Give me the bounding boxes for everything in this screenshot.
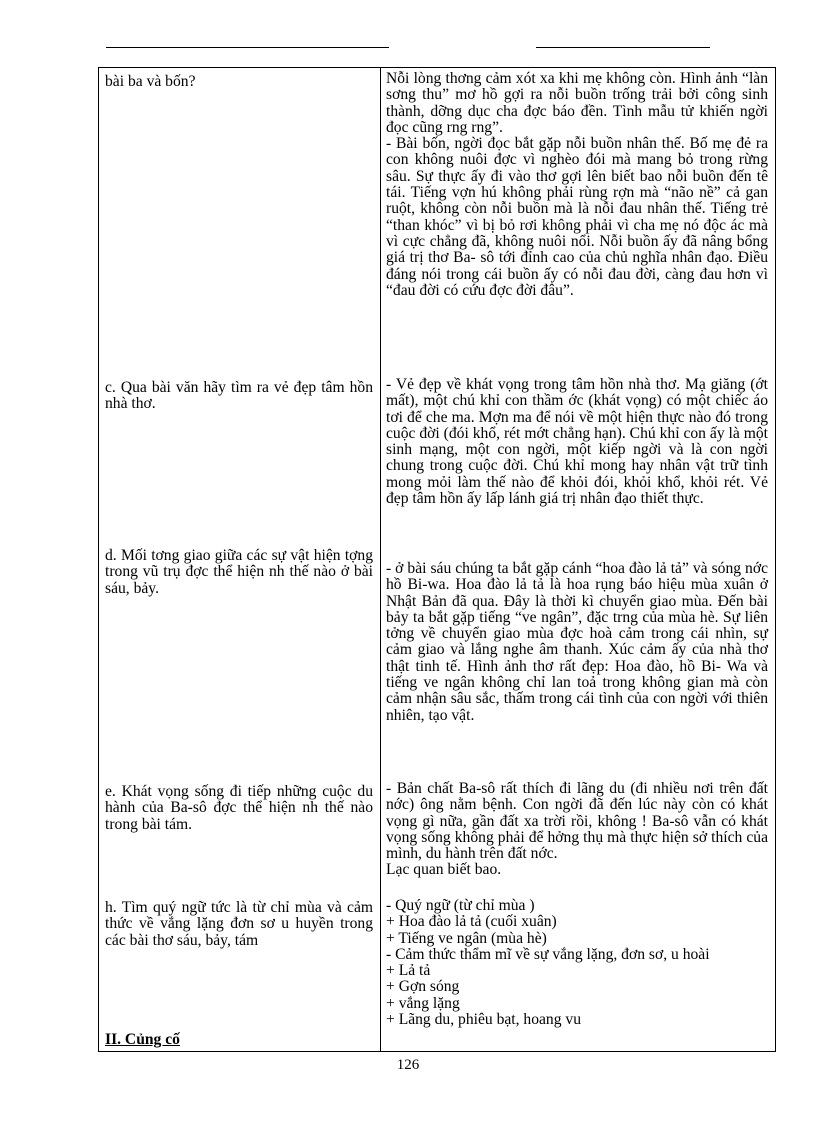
page-number: 126 <box>396 1057 420 1073</box>
header-rule-right <box>536 47 710 48</box>
answer-cell: Nỗi lòng thơng cảm xót xa khi mẹ không còn. Hình ảnh “làn sơng thu” mơ hồ gợi ra nỗi buồn trống trải bởi công sinh thành, dỡng dục cha đợc báo đền. Tình mẫu tử khiến ngời đọc cũng rng rng”. - Bài bốn, ngời đọc bắt gặp nỗi buồn nhân thế. Bố mẹ đẻ ra con không nuôi đợc vì nghèo đói mà mang bỏ trong rừng sâu. Sự thực ấy đi vào thơ gợi lên biết bao nỗi buồn đến tê tái. Tiếng vợn hú không phải rùng rợn mà “não nề” cả gan ruột, không còn nỗi buồn mà là nỗi đau nhân thế. Tiếng trẻ “than khóc” vì bị bỏ rơi không phải vì cha mẹ nó độc ác mà vì cực chẳng đã, không nuôi nổi. Nỗi buồn ấy đã nâng bổng giá trị thơ Ba- sô tới đỉnh cao của chủ nghĩa nhân đạo. Điều đáng nói trong cái buồn ấy có nỗi đau đời, càng đau hơn vì “đau đời có cứu đợc đời đâu”. <box>386 70 768 299</box>
question-cell: e. Khát vọng sống đi tiếp những cuộc du hành của Ba-sô đợc thể hiện nh thế nào trong bài tám. <box>105 783 373 833</box>
question-cell: h. Tìm quý ngữ tức là từ chỉ mùa và cảm thức về vắng lặng đơn sơ u huyền trong các bài thơ sáu, bảy, tám <box>105 899 373 949</box>
qa-table <box>98 67 776 1052</box>
header-rule-left <box>106 47 389 48</box>
question-cell: c. Qua bài văn hãy tìm ra vẻ đẹp tâm hồn nhà thơ. <box>105 379 373 413</box>
question-cell: bài ba và bốn? <box>105 73 196 90</box>
question-cell: d. Mối tơng giao giữa các sự vật hiện tợng trong vũ trụ đợc thể hiện nh thế nào ở bài sáu, bảy. <box>105 547 373 597</box>
answer-cell: - Bản chất Ba-sô rất thích đi lãng du (đi nhiều nơi trên đất nớc) ông nằm bệnh. Con ngời đã đến lúc này còn có khát vọng gì nữa, gần đất xa trời rồi, không ! Ba-sô vẫn có khát vọng sống không phải để hởng thụ mà thực hiện sở thích của mình, du hành trên đất nớc. Lạc quan biết bao. <box>386 780 768 879</box>
answer-cell: - Quý ngữ (từ chỉ mùa ) + Hoa đào lả tả (cuối xuân) + Tiếng ve ngân (mùa hè) - Cảm thức thẩm mĩ về sự vắng lặng, đơn sơ, u hoài + Lả tả + Gợn sóng + vắng lặng + Lãng du, phiêu bạt, hoang vu <box>386 897 710 1029</box>
column-divider <box>380 68 381 1051</box>
section-heading: II. Củng cố <box>105 1031 180 1048</box>
answer-cell: - Vẻ đẹp về khát vọng trong tâm hồn nhà thơ. Mạ giăng (ớt mất), một chú khỉ con thầm ớc (khát vọng) có một chiếc áo tơi để che ma. Mợn ma để nói về một hiện thực nào đó trong cuộc đời (đói khổ, rét mớt chẳng hạn). Chú khỉ con ấy là một sinh mạng, một con ngời, một kiếp ngời và là con ngời chung trong cuộc đời. Chú khỉ mong hay nhân vật trữ tình mong mỏi làm thế nào để khỏi đói, khỏi khổ, khỏi rét. Vẻ đẹp tâm hồn ấy lấp lánh giá trị nhân đạo thiết thực. <box>386 376 768 508</box>
answer-cell: - ở bài sáu chúng ta bắt gặp cánh “hoa đào lả tả” và sóng nớc hồ Bi-wa. Hoa đào lả tả là hoa rụng báo hiệu mùa xuân ở Nhật Bản đã qua. Đây là thời kì chuyển giao mùa. Đến bài bảy ta bắt gặp tiếng “ve ngân”, đặc trng của mùa hè. Sự liên tởng về chuyển giao mùa đợc hoà cảm trong cái nhìn, sự cảm giao và lắng nghe âm thanh. Xúc cảm ấy của nhà thơ thật tinh tế. Hình ảnh thơ rất đẹp: Hoa đào, hồ Bi- Wa và tiếng ve ngân không chỉ lan toả trong không gian mà còn cảm nhận sâu sắc, thấm trong cái tình của con ngời với thiên nhiên, tạo vật. <box>386 560 768 724</box>
